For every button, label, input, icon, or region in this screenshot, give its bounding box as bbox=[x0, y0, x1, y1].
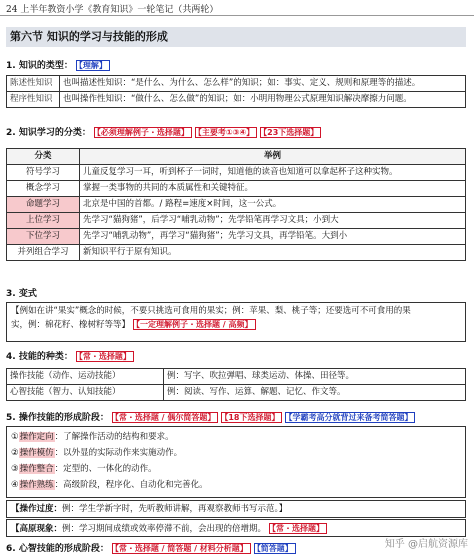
variation-box bbox=[6, 302, 466, 342]
variation-tag: 【一定理解例子・选择题 / 高频】 bbox=[133, 319, 256, 330]
knowledge-type-table bbox=[6, 75, 466, 108]
row-label: 上位学习 bbox=[7, 213, 80, 229]
stage-number: ④ bbox=[11, 480, 19, 490]
row-text: 也叫操作性知识：“做什么、怎么做”的知识；如：小明用物理公式原理知识解决摩擦力问题。 bbox=[60, 92, 466, 108]
stage-number: ③ bbox=[11, 464, 19, 474]
stage-text: 以外显的实际动作来实施动作。 bbox=[63, 448, 183, 458]
section-title: 第六节 知识的学习与技能的形成 bbox=[6, 27, 466, 47]
stage-item: ④操作熟练：高级阶段，程序化、自动化和完善化。 bbox=[11, 480, 208, 490]
overlearning-box bbox=[6, 500, 466, 518]
row-label: 命题学习 bbox=[7, 197, 80, 213]
row-text: 先学习“猫狗猪”，后学习“哺乳动物”；先学铅笔再学习文具；小到大 bbox=[80, 213, 466, 229]
stage-number: ① bbox=[11, 432, 19, 442]
section-2-tag-1: 【必须理解例子・选择题】 bbox=[94, 127, 192, 138]
page-header: 24 上半年教资小学《教育知识》一轮笔记（共两轮） bbox=[6, 5, 219, 15]
row-text: 也叫描述性知识：“是什么、为什么、怎么样”的知识；如：事实、定义、规则和原理等的描述。 bbox=[60, 76, 466, 92]
row-label: 操作技能（动作、运动技能） bbox=[7, 369, 164, 385]
stage-name: 操作定向 bbox=[19, 432, 54, 442]
variation-line-1: 【例如在讲“果实”概念的时候，不要只挑选可食用的果实；例：苹果、梨、桃子等；还要选可不可食用的果 bbox=[11, 306, 411, 316]
row-label: 并列组合学习 bbox=[7, 245, 80, 261]
table-row bbox=[7, 369, 466, 385]
stage-name: 操作模仿 bbox=[19, 448, 54, 458]
row-label: 符号学习 bbox=[7, 165, 80, 181]
table-row bbox=[7, 213, 466, 229]
row-text: 北京是中国的首都。/ 路程=速度×时间，这一公式。 bbox=[80, 197, 466, 213]
overlearning-label: 【操作过度： bbox=[11, 504, 63, 514]
section-1-heading bbox=[6, 58, 110, 71]
stage-item: ③操作整合：定型的、一体化的动作。 bbox=[11, 464, 157, 474]
table-row bbox=[7, 165, 466, 181]
plateau-label: 【高原现象： bbox=[11, 524, 63, 534]
section-6-heading bbox=[6, 541, 296, 554]
table-row bbox=[7, 245, 466, 261]
section-2-tag-3: 【23下选择题】 bbox=[260, 127, 321, 138]
section-5-tag-2: 【18下选择题】 bbox=[221, 412, 282, 423]
section-6-tag-2: 【简答题】 bbox=[254, 543, 296, 554]
table-row bbox=[7, 181, 466, 197]
row-label: 下位学习 bbox=[7, 229, 80, 245]
table-header bbox=[7, 149, 466, 165]
section-3-heading: 3. 变式 bbox=[6, 289, 37, 299]
section-4-title: 4. 技能的种类： bbox=[6, 352, 73, 362]
row-text: 儿童反复学习一耳，听到杯子一词时，知道他的读音也知道可以拿起杯子这种实物。 bbox=[80, 165, 466, 181]
row-text: 例：阅读、写作、运算、解题、记忆、作文等。 bbox=[164, 385, 466, 401]
section-6-title: 6. 心智技能的形成阶段： bbox=[6, 544, 109, 554]
variation-line-2: 实，例：棉花籽、橡树籽等等】 bbox=[11, 320, 131, 330]
row-text: 新知识平行于原有知识。 bbox=[80, 245, 466, 261]
row-text: 掌握一类事物的共同的本质属性和关键特征。 bbox=[80, 181, 466, 197]
skill-type-table bbox=[6, 368, 466, 401]
table-row bbox=[7, 76, 466, 92]
column-header: 分类 bbox=[7, 149, 80, 165]
row-label: 心智技能（智力、认知技能） bbox=[7, 385, 164, 401]
section-2-heading bbox=[6, 125, 321, 138]
section-5-tag-3: 【学霸考高分就背过来备考简答题】 bbox=[285, 412, 415, 423]
watermark: 知乎 @启航资源库 bbox=[384, 539, 468, 550]
stage-text: 高级阶段，程序化、自动化和完善化。 bbox=[63, 480, 208, 490]
section-1-tag: 【理解】 bbox=[76, 60, 110, 71]
stage-name: 操作熟练 bbox=[19, 480, 54, 490]
section-5-heading bbox=[6, 410, 415, 423]
row-label: 程序性知识 bbox=[7, 92, 60, 108]
section-1-title: 1. 知识的类型： bbox=[6, 61, 73, 71]
row-label: 概念学习 bbox=[7, 181, 80, 197]
row-label: 陈述性知识 bbox=[7, 76, 60, 92]
table-row bbox=[7, 229, 466, 245]
learning-type-table bbox=[6, 148, 466, 261]
stage-text: 定型的、一体化的动作。 bbox=[63, 464, 157, 474]
section-5-tag-1: 【常・选择题 / 偶尔简答题】 bbox=[112, 412, 219, 423]
overlearning-text: 例：学生学新字时，先听教师讲解，再观察教师书写示范。】 bbox=[62, 504, 288, 514]
table-row bbox=[7, 197, 466, 213]
stage-item: ①操作定向：了解操作活动的结构和要求。 bbox=[11, 432, 174, 442]
plateau-text: 例：学习期间成绩或效率停滞不前，会出现的倍增期。 bbox=[62, 524, 267, 534]
section-4-tag: 【常・选择题】 bbox=[76, 351, 134, 362]
section-6-tag-1: 【常・选择题 / 简答题 / 材料分析题】 bbox=[112, 543, 251, 554]
plateau-tag: 【常・选择题】 bbox=[269, 523, 327, 534]
stage-text: 了解操作活动的结构和要求。 bbox=[63, 432, 174, 442]
section-2-tag-2: 【主要考①③④】 bbox=[195, 127, 257, 138]
stage-number: ② bbox=[11, 448, 19, 458]
stage-name: 操作整合 bbox=[19, 464, 54, 474]
row-text: 例：写字、吹拉弹唱、球类运动、体操、田径等。 bbox=[164, 369, 466, 385]
section-2-title: 2. 知识学习的分类： bbox=[6, 128, 91, 138]
row-text: 先学习“哺乳动物”，再学习“猫狗猪”；先学习文具，再学铅笔。大到小 bbox=[80, 229, 466, 245]
table-row bbox=[7, 385, 466, 401]
table-row bbox=[7, 92, 466, 108]
section-4-heading bbox=[6, 349, 134, 362]
header-divider bbox=[0, 15, 474, 16]
stage-item: ②操作模仿：以外显的实际动作来实施动作。 bbox=[11, 448, 183, 458]
column-header: 举例 bbox=[80, 149, 466, 165]
section-5-title: 5. 操作技能的形成阶段： bbox=[6, 413, 109, 423]
operation-stages-box bbox=[6, 426, 466, 498]
